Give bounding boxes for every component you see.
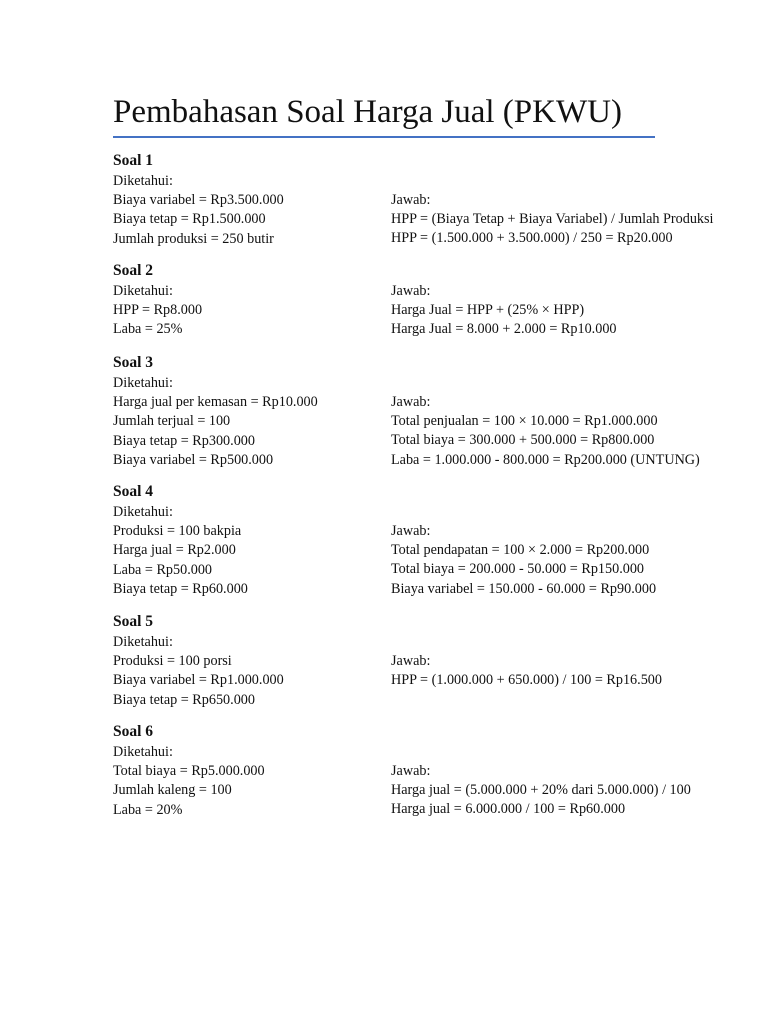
diketahui-line: Jumlah produksi = 250 butir [113, 230, 274, 247]
jawab-line: HPP = (1.000.000 + 650.000) / 100 = Rp16.500 [391, 672, 662, 689]
diketahui-block [113, 503, 248, 599]
diketahui-line: Laba = Rp50.000 [113, 561, 213, 578]
jawab-label: Jawab: [391, 192, 431, 208]
jawab-line: Harga jual = 6.000.000 / 100 = Rp60.000 [391, 801, 626, 818]
soal-heading: Soal 6 [113, 723, 154, 740]
jawab-line: HPP = (1.500.000 + 3.500.000) / 250 = Rp20.000 [391, 230, 673, 247]
diketahui-label: Diketahui: [113, 744, 173, 760]
diketahui-line: Total biaya = Rp5.000.000 [113, 763, 265, 780]
diketahui-line: Produksi = 100 porsi [113, 653, 232, 670]
jawab-line: Laba = 1.000.000 - 800.000 = Rp200.000 (UNTUNG) [391, 451, 700, 468]
diketahui-block [113, 374, 318, 470]
diketahui-line: Biaya variabel = Rp1.000.000 [113, 672, 284, 689]
diketahui-line: Biaya tetap = Rp650.000 [113, 691, 255, 708]
jawab-line: Total biaya = 200.000 - 50.000 = Rp150.000 [391, 561, 645, 578]
diketahui-line: Laba = 25% [113, 321, 183, 338]
diketahui-line: Biaya variabel = Rp500.000 [113, 451, 274, 468]
diketahui-block [113, 743, 265, 820]
jawab-block [391, 522, 656, 599]
jawab-label: Jawab: [391, 763, 431, 779]
jawab-block [391, 282, 617, 340]
jawab-block [391, 191, 714, 249]
diketahui-line: Biaya variabel = Rp3.500.000 [113, 192, 284, 209]
jawab-label: Jawab: [391, 523, 431, 539]
diketahui-line: Biaya tetap = Rp60.000 [113, 580, 248, 597]
jawab-line: Biaya variabel = 150.000 - 60.000 = Rp90.000 [391, 580, 657, 597]
soal-heading: Soal 2 [113, 262, 154, 279]
diketahui-line: Harga jual = Rp2.000 [113, 542, 236, 559]
jawab-line: Total pendapatan = 100 × 2.000 = Rp200.000 [391, 542, 650, 559]
soal-heading: Soal 4 [113, 483, 154, 500]
jawab-block [391, 762, 691, 820]
diketahui-label: Diketahui: [113, 375, 173, 391]
diketahui-line: Jumlah terjual = 100 [113, 413, 231, 430]
jawab-line: Harga jual = (5.000.000 + 20% dari 5.000.000) / 100 [391, 782, 691, 799]
diketahui-label: Diketahui: [113, 634, 173, 650]
diketahui-block [113, 633, 284, 710]
diketahui-line: Produksi = 100 bakpia [113, 523, 242, 540]
title-underline [113, 136, 655, 138]
jawab-label: Jawab: [391, 283, 431, 299]
jawab-line: Harga Jual = 8.000 + 2.000 = Rp10.000 [391, 321, 617, 338]
soal-heading: Soal 1 [113, 152, 154, 169]
jawab-line: Harga Jual = HPP + (25% × HPP) [391, 302, 585, 319]
diketahui-line: Biaya tetap = Rp300.000 [113, 432, 255, 449]
jawab-label: Jawab: [391, 394, 431, 410]
diketahui-line: Laba = 20% [113, 801, 183, 818]
diketahui-line: Biaya tetap = Rp1.500.000 [113, 211, 266, 228]
diketahui-label: Diketahui: [113, 504, 173, 520]
soal-heading: Soal 3 [113, 354, 154, 371]
diketahui-block [113, 282, 202, 340]
diketahui-label: Diketahui: [113, 283, 173, 299]
jawab-line: HPP = (Biaya Tetap + Biaya Variabel) / Jumlah Produksi [391, 211, 714, 228]
jawab-label: Jawab: [391, 653, 431, 669]
diketahui-label: Diketahui: [113, 173, 173, 189]
page-title: Pembahasan Soal Harga Jual (PKWU) [113, 94, 622, 130]
jawab-line: Total biaya = 300.000 + 500.000 = Rp800.000 [391, 432, 655, 449]
jawab-block [391, 393, 700, 470]
soal-heading: Soal 5 [113, 613, 154, 630]
jawab-line: Total penjualan = 100 × 10.000 = Rp1.000.000 [391, 413, 658, 430]
diketahui-line: HPP = Rp8.000 [113, 302, 203, 319]
diketahui-line: Jumlah kaleng = 100 [113, 782, 232, 799]
diketahui-line: Harga jual per kemasan = Rp10.000 [113, 394, 318, 411]
jawab-block [391, 652, 662, 690]
diketahui-block [113, 172, 284, 249]
